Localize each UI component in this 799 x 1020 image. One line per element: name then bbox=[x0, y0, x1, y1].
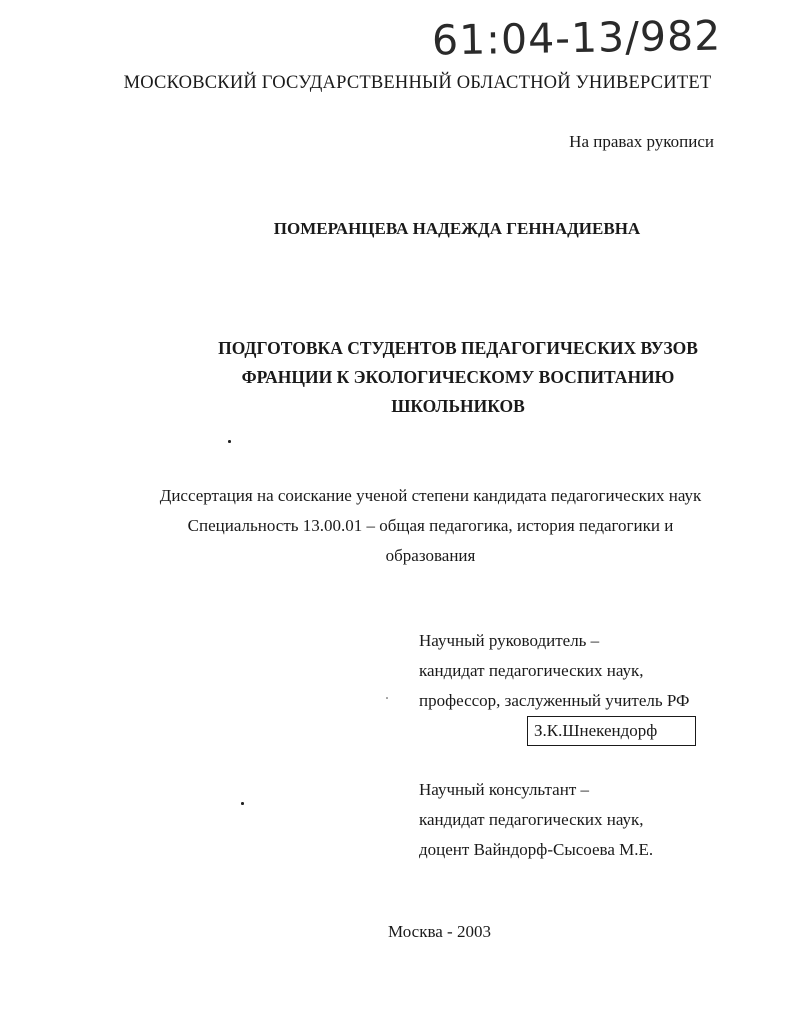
advisor-line: профессор, заслуженный учитель РФ bbox=[419, 691, 690, 710]
consultant-line: кандидат педагогических наук, bbox=[419, 810, 644, 829]
description-line: Специальность 13.00.01 – общая педагогика, история педагогики и bbox=[187, 516, 674, 535]
advisor-line: кандидат педагогических наук, bbox=[419, 661, 644, 680]
archive-number: 61:04-13/982 bbox=[431, 11, 722, 65]
city-year: Москва - 2003 bbox=[388, 922, 491, 941]
advisor-line: Научный руководитель – bbox=[419, 631, 600, 650]
title-line: ШКОЛЬНИКОВ bbox=[391, 396, 525, 416]
consultant-block bbox=[419, 775, 653, 865]
description-line: образования bbox=[385, 546, 476, 565]
university-name: МОСКОВСКИЙ ГОСУДАРСТВЕННЫЙ ОБЛАСТНОЙ УНИВЕРСИТЕТ bbox=[123, 73, 712, 93]
scan-speck bbox=[228, 440, 231, 443]
advisor-name-box: З.К.Шнекендорф bbox=[527, 716, 696, 746]
dissertation-description bbox=[0, 481, 799, 571]
advisor-block bbox=[419, 626, 689, 716]
description-line: Диссертация на соискание ученой степени кандидата педагогических наук bbox=[159, 486, 702, 505]
title-line: ПОДГОТОВКА СТУДЕНТОВ ПЕДАГОГИЧЕСКИХ ВУЗОВ bbox=[218, 338, 698, 358]
author-name: ПОМЕРАНЦЕВА НАДЕЖДА ГЕННАДИЕВНА bbox=[273, 219, 641, 238]
scan-speck bbox=[241, 802, 244, 805]
manuscript-note: На правах рукописи bbox=[569, 132, 714, 151]
scan-speck bbox=[386, 697, 388, 699]
title-line: ФРАНЦИИ К ЭКОЛОГИЧЕСКОМУ ВОСПИТАНИЮ bbox=[241, 367, 675, 387]
dissertation-title bbox=[218, 334, 698, 421]
consultant-line: Научный консультант – bbox=[419, 780, 589, 799]
consultant-line: доцент Вайндорф-Сысоева М.Е. bbox=[419, 840, 654, 859]
